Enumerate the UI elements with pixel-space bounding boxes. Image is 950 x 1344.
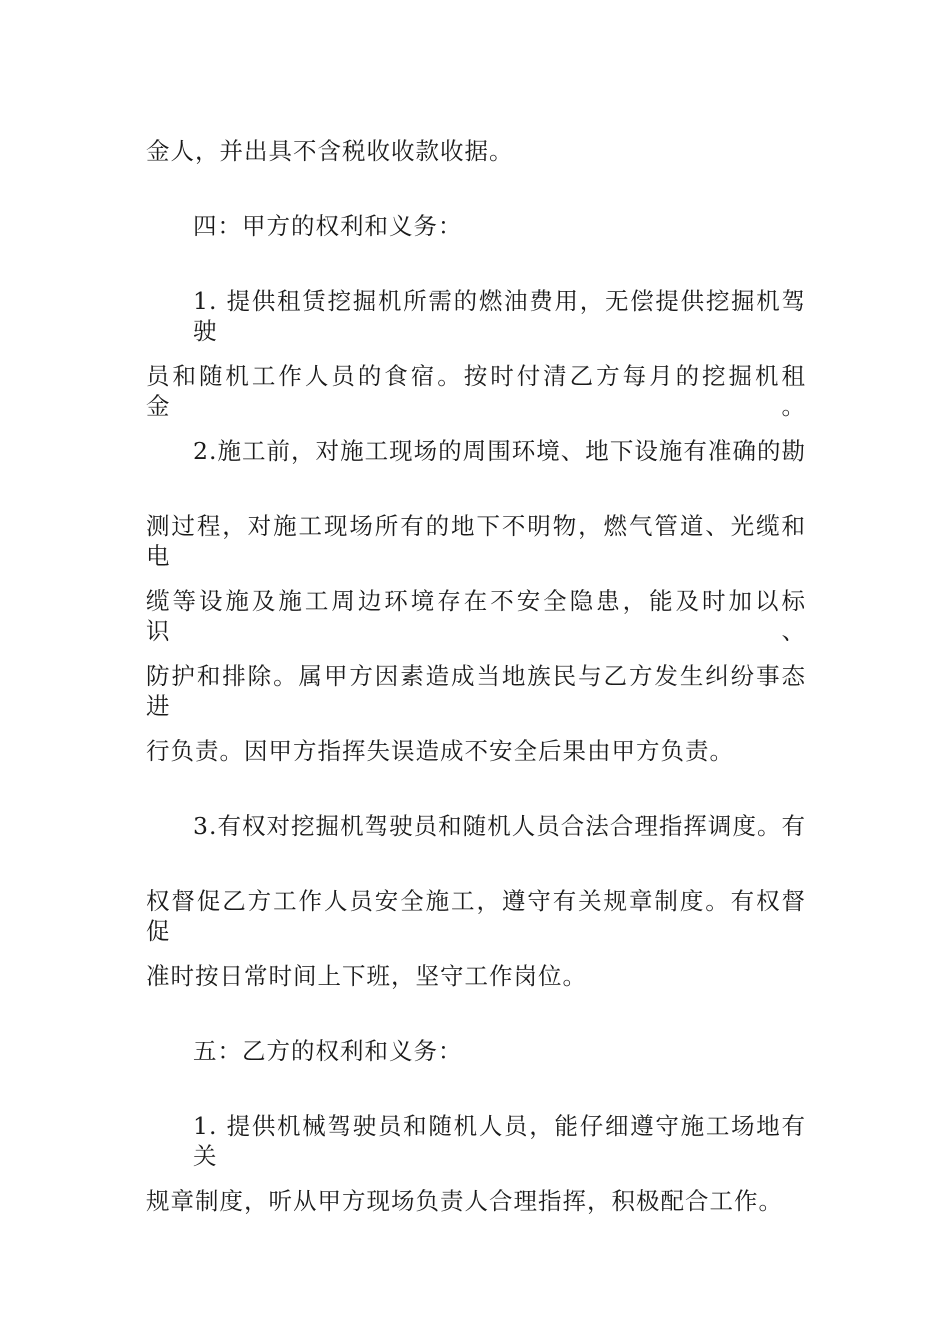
text-line: 1. 提供机械驾驶员和随机人员，能仔细遵守施工场地有关	[193, 1112, 806, 1170]
text-line: 员和随机工作人员的食宿。按时付清乙方每月的挖掘机租金。	[146, 362, 806, 420]
text-line: 1. 提供租赁挖掘机所需的燃油费用，无偿提供挖掘机驾驶	[193, 287, 806, 345]
text-line: 行负责。因甲方指挥失误造成不安全后果由甲方负责。	[146, 737, 734, 765]
text-line: 缆等设施及施工周边环境存在不安全隐患，能及时加以标识、	[146, 587, 806, 645]
section-heading: 四：甲方的权利和义务：	[193, 212, 463, 240]
text-line: 测过程，对施工现场所有的地下不明物，燃气管道、光缆和电	[146, 512, 806, 570]
text-line: 规章制度，听从甲方现场负责人合理指挥，积极配合工作。	[146, 1187, 783, 1215]
text-line: 2.施工前，对施工现场的周围环境、地下设施有准确的勘	[193, 437, 806, 465]
text-line: 防护和排除。属甲方因素造成当地族民与乙方发生纠纷事态进	[146, 662, 806, 720]
section-heading: 五：乙方的权利和义务：	[193, 1037, 463, 1065]
text-line: 3.有权对挖掘机驾驶员和随机人员合法合理指挥调度。有	[193, 812, 806, 840]
text-line: 准时按日常时间上下班，坚守工作岗位。	[146, 962, 587, 990]
text-line: 金人，并出具不含税收收款收据。	[146, 137, 514, 165]
text-line: 权督促乙方工作人员安全施工，遵守有关规章制度。有权督促	[146, 887, 806, 945]
